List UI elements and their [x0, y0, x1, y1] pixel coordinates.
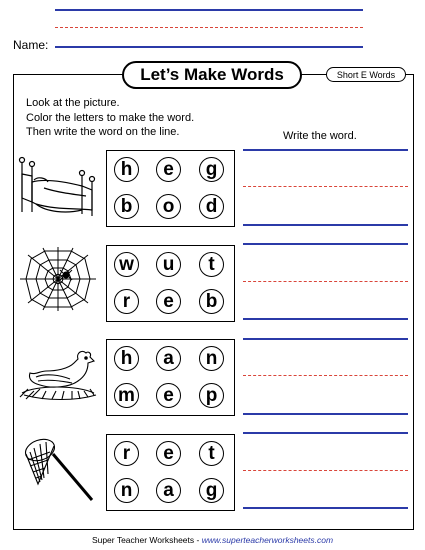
letter-circle[interactable]: b: [199, 289, 224, 314]
top-line-dash: [55, 27, 363, 28]
write-line-top[interactable]: [243, 432, 408, 434]
letter-circle[interactable]: h: [114, 157, 139, 182]
name-line[interactable]: [55, 46, 363, 48]
write-label: Write the word.: [283, 130, 357, 142]
letter-circle[interactable]: a: [156, 346, 181, 371]
category-badge-label: Short E Words: [336, 69, 396, 80]
footer: [0, 535, 425, 545]
letter-circle[interactable]: a: [156, 478, 181, 503]
letter-circle[interactable]: n: [199, 346, 224, 371]
category-badge: [326, 67, 406, 82]
write-line-top[interactable]: [243, 243, 408, 245]
letter-circle[interactable]: d: [199, 194, 224, 219]
letter-circle[interactable]: o: [156, 194, 181, 219]
letter-circle[interactable]: r: [114, 289, 139, 314]
letter-circle[interactable]: e: [156, 441, 181, 466]
write-line-top[interactable]: [243, 338, 408, 340]
letter-circle[interactable]: e: [156, 383, 181, 408]
instruction-line: Then write the word on the line.: [26, 126, 180, 138]
instruction-line: Color the letters to make the word.: [26, 111, 195, 124]
top-line-1: [55, 9, 363, 11]
letter-circle[interactable]: m: [114, 383, 139, 408]
write-line-mid: [243, 281, 408, 282]
letter-circle[interactable]: g: [199, 157, 224, 182]
letter-circle[interactable]: p: [199, 383, 224, 408]
letter-circle[interactable]: e: [156, 157, 181, 182]
net-picture: [20, 436, 98, 506]
connector-line: [302, 74, 326, 75]
write-line-top[interactable]: [243, 149, 408, 151]
write-line-mid: [243, 375, 408, 376]
letter-circle[interactable]: t: [199, 252, 224, 277]
letter-circle[interactable]: n: [114, 478, 139, 503]
letter-circle[interactable]: t: [199, 441, 224, 466]
footer-link[interactable]: www.superteacherworksheets.com: [201, 535, 334, 545]
write-line-mid: [243, 186, 408, 187]
letter-circle[interactable]: u: [156, 252, 181, 277]
letter-circle[interactable]: r: [114, 441, 139, 466]
instructions: [26, 96, 194, 140]
write-line-bottom[interactable]: [243, 318, 408, 320]
bed-picture: [16, 152, 98, 220]
write-line-bottom[interactable]: [243, 224, 408, 226]
letter-circle[interactable]: b: [114, 194, 139, 219]
name-label: Name:: [13, 38, 49, 52]
spider-web-picture: [18, 245, 98, 313]
hen-picture: [16, 345, 100, 405]
letter-circle[interactable]: e: [156, 289, 181, 314]
write-line-bottom[interactable]: [243, 413, 408, 415]
letter-circle[interactable]: g: [199, 478, 224, 503]
write-line-mid: [243, 470, 408, 471]
letter-circle[interactable]: h: [114, 346, 139, 371]
title-pill: [122, 61, 302, 89]
write-line-bottom[interactable]: [243, 507, 408, 509]
footer-text: Super Teacher Worksheets -: [91, 535, 202, 545]
instruction-line: Look at the picture.: [26, 97, 120, 109]
page-title: Let’s Make Words: [140, 65, 284, 84]
letter-circle[interactable]: w: [114, 252, 139, 277]
